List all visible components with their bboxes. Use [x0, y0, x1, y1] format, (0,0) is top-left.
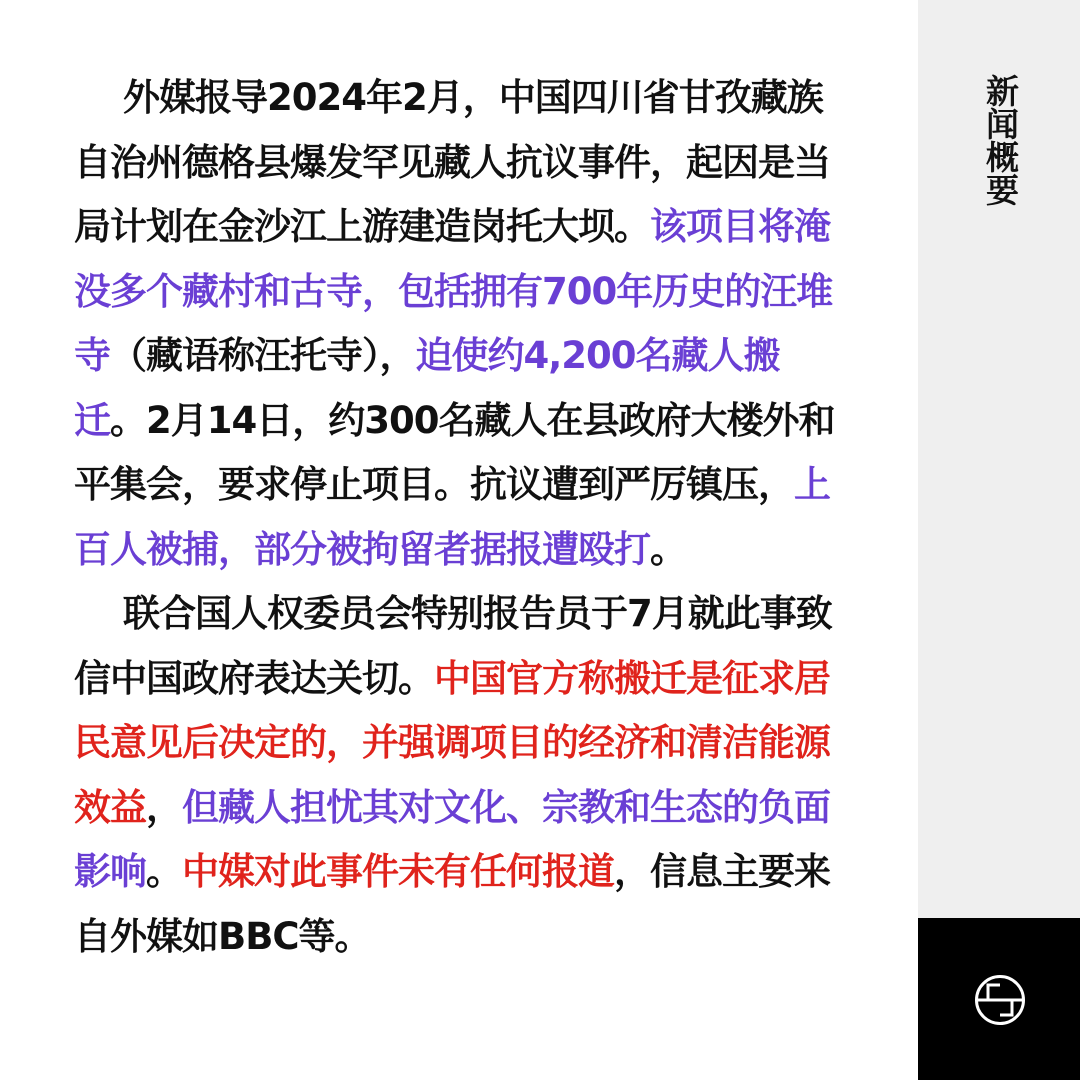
section-label: 新闻概要: [981, 74, 1020, 206]
p1-highlight-project-impact: 该项目将淹没多个藏村和古寺，包括拥有700年历史的汪堆寺: [74, 205, 833, 377]
p2-media-silence: 中媒对此事件未有任何报道: [182, 850, 614, 893]
sidebar-logo-panel: [918, 918, 1080, 1080]
p1-highlight-relocation: 迫使约4,200名藏人搬迁: [74, 334, 780, 442]
p1-highlight-arrests: 上百人被捕，部分被拘留者据报遭殴打: [74, 463, 830, 571]
sidebar: [918, 0, 1080, 1080]
circle-logo-icon: [973, 973, 1027, 1027]
p1-text-intro: 外媒报导2024年2月，中国四川省甘孜藏族自治州德格县爆发罕见藏人抗议事件，起因是当局计划在金沙江上游建造岗托大坝。: [74, 76, 830, 248]
paragraph-2: [74, 582, 849, 969]
p2-text-period: 。: [146, 850, 182, 893]
p2-official-claim: 中国官方称搬迁是征求居民意见后决定的，并强调项目的经济和清洁能源效益: [74, 656, 830, 829]
p1-text-tibetan-name: （藏语称汪托寺），: [110, 334, 416, 377]
p1-text-protest: 。2月14日，约300名藏人在县政府大楼外和平集会，要求停止项目。抗议遭到严厉镇压，: [74, 398, 835, 506]
paragraph-1: [74, 66, 849, 582]
p2-highlight-concerns: 但藏人担忧其对文化、宗教和生态的负面影响: [74, 785, 830, 893]
p2-text-comma: ，: [146, 785, 182, 829]
article-body: [74, 66, 849, 969]
p2-text-un: 联合国人权委员会特别报告员于7月就此事致信中国政府表达关切。: [74, 592, 832, 700]
p2-text-sources: ，信息主要来自外媒如BBC等。: [74, 850, 830, 958]
p1-text-end: 。: [650, 527, 686, 571]
sidebar-label-panel: [918, 0, 1080, 918]
